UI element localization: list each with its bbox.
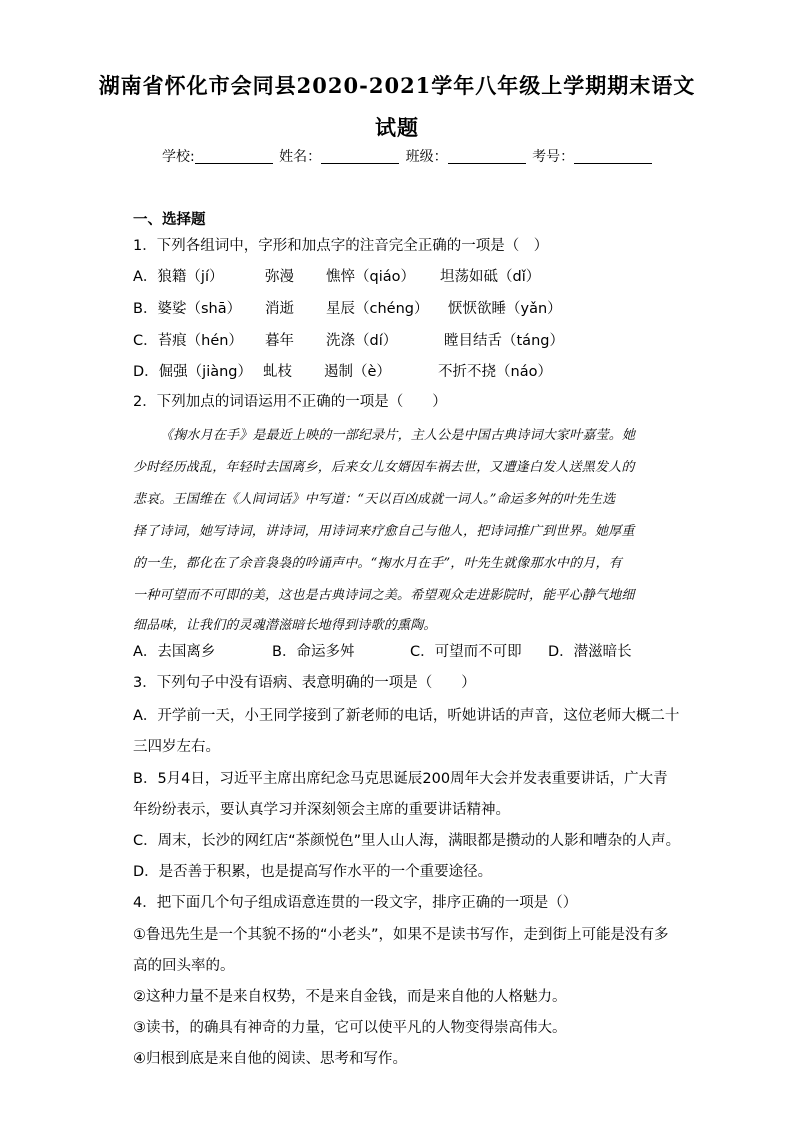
q4-sentence-2: ②这种力量不是来自权势，不是来自金钱，而是来自他的人格魅力。 (133, 989, 567, 1005)
q2-passage-line: 一种可望而不可即的美，这也是古典诗词之美。希望观众走进影院时，能平心静气地细 (133, 588, 635, 603)
number-label: 考号： (532, 149, 575, 165)
q4-stem: 4．把下面几个句子组成语意连贯的一段文字，排序正确的一项是（） (133, 895, 578, 911)
q4-sentence-1-cont: 高的回头率的。 (133, 958, 235, 974)
q3-option-c: C．周末，长沙的网红店“茶颜悦色”里人山人海，满眼都是攒动的人影和嘈杂的人声。 (133, 833, 681, 849)
q4-sentence-4: ④归根到底是来自他的阅读、思考和写作。 (133, 1051, 407, 1067)
page-title-continued: 试题 (375, 115, 419, 140)
q3-option-b-cont: 年纷纷表示，要认真学习并深刻领会主席的重要讲话精神。 (133, 802, 510, 818)
q1-option-a-4: 坦荡如砥（dǐ） (440, 269, 541, 285)
q1-option-b-1: B．婆娑（shā） (133, 301, 242, 317)
q1-stem: 1．下列各组词中，字形和加点字的注音完全正确的一项是（ ） (133, 238, 549, 254)
q2-option-a: A．去国离乡 (133, 644, 216, 660)
class-label: 班级： (405, 149, 448, 165)
q2-passage-line: 择了诗词，她写诗词，讲诗词，用诗词来疗愈自己与他人，把诗词推广到世界。她厚重 (133, 524, 635, 539)
q2-passage-line: 的一生，都化在了余音袅袅的吟诵声中。“掬水月在手”，叶先生就像那水中的月，有 (133, 556, 622, 571)
q1-option-b-3: 星辰（chéng） (326, 301, 429, 317)
q1-option-d-2: 虬枝 (263, 364, 292, 380)
q1-option-a-1: A．狼籍（jí） (133, 269, 224, 285)
q3-option-b: B．5月4日，习近平主席出席纪念马克思诞辰200周年大会并发表重要讲话，广大青 (133, 771, 668, 787)
q1-option-c-3: 洗涤（dí） (326, 333, 398, 349)
q1-option-d-4: 不折不挠（náo） (438, 364, 552, 380)
q3-option-d: D．是否善于积累，也是提高写作水平的一个重要途径。 (133, 864, 493, 880)
q3-option-a: A．开学前一天，小王同学接到了新老师的电话，听她讲话的声音，这位老师大概二十 (133, 708, 680, 724)
q2-option-b: B．命运多舛 (272, 644, 355, 660)
q1-option-c-4: 瞠目结舌（táng） (444, 333, 564, 349)
q3-option-a-cont: 三四岁左右。 (133, 739, 220, 755)
q2-passage-line: 《掬水月在手》是最近上映的一部纪录片，主人公是中国古典诗词大家叶嘉莹。她 (160, 428, 636, 443)
q4-sentence-1: ①鲁迅先生是一个其貌不扬的“小老头”，如果不是读书写作，走到街上可能是没有多 (133, 927, 669, 943)
q1-option-c-1: C．苔痕（hén） (133, 333, 243, 349)
number-blank (574, 149, 652, 164)
q2-option-c: C．可望而不可即 (410, 644, 522, 660)
section-heading: 一、选择题 (133, 212, 206, 228)
q1-option-b-2: 消逝 (265, 301, 294, 317)
q1-option-d-1: D．倔强（jiàng） (133, 364, 253, 380)
q2-option-d: D．潜滋暗长 (548, 644, 632, 660)
q4-sentence-3: ③读书，的确具有神奇的力量，它可以使平凡的人物变得崇高伟大。 (133, 1020, 567, 1036)
name-label: 姓名： (279, 149, 322, 165)
class-blank (448, 149, 526, 164)
q3-stem: 3．下列句子中没有语病、表意明确的一项是（ ） (133, 675, 476, 691)
q2-passage-line: 悲哀。王国维在《人间词话》中写道：“天以百凶成就一词人。”命运多舛的叶先生选 (133, 492, 616, 507)
q1-option-a-2: 弥漫 (265, 269, 294, 285)
q2-passage-line: 细品味，让我们的灵魂潜滋暗长地得到诗歌的熏陶。 (133, 618, 437, 633)
q1-option-c-2: 暮年 (265, 333, 294, 349)
q1-option-b-4: 恹恹欲睡（yǎn） (448, 301, 562, 317)
q2-stem: 2．下列加点的词语运用不正确的一项是（ ） (133, 394, 447, 410)
name-blank (321, 149, 399, 164)
q2-passage-line: 少时经历战乱，年轻时去国离乡，后来女儿女婿因车祸去世，又遭逢白发人送黑发人的 (133, 460, 635, 475)
school-label: 学校: (162, 149, 195, 165)
q1-option-d-3: 遏制（è） (324, 364, 391, 380)
school-blank (195, 149, 273, 164)
page-title: 湖南省怀化市会同县2020-2021学年八年级上学期期末语文 (98, 73, 696, 98)
student-info-line (162, 146, 654, 166)
q1-option-a-3: 憔悴（qiáo） (326, 269, 415, 285)
